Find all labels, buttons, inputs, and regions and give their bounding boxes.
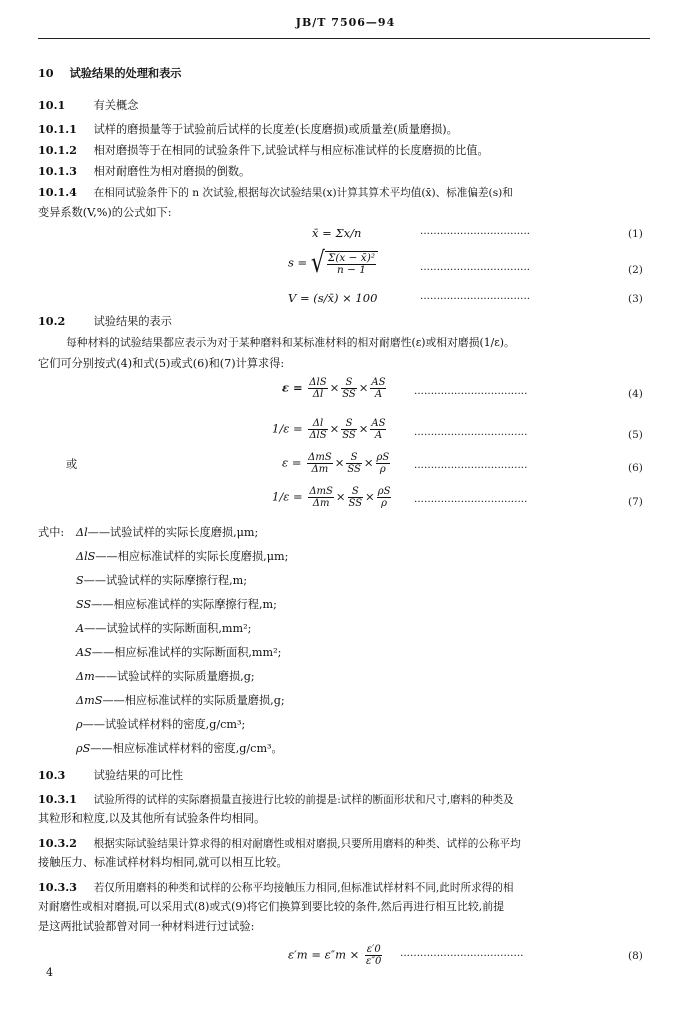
eq4-lhs: ε = — [282, 380, 303, 395]
clause-number: 10.1.3 — [38, 164, 77, 178]
where-item-1 — [76, 550, 288, 564]
equation-4-number: (4) — [628, 388, 643, 400]
section-number: 10.3 — [38, 768, 66, 782]
equation-6: ε = $\frac{\text{ΔmS}}{\Delta m}$ × $\frac{S}{SS}$ × $\frac{\rho S}{\rho}$ — [282, 452, 390, 475]
equation-5: 1/ε = $\frac{\Delta l}{\text{ΔlS}}$ × $\frac{S}{SS}$ × $\frac{AS}{A}$ — [272, 418, 386, 441]
where-item-0 — [76, 526, 258, 540]
where-item-3 — [76, 598, 277, 612]
definition: ——相应标准试样材料的密度,g/cm³。 — [90, 742, 283, 755]
clause-10-3-3-line1 — [38, 880, 513, 895]
eq6-f1-den: Δm — [311, 464, 329, 475]
definition: ——相应标准试样的实际长度磨损,μm; — [95, 550, 289, 563]
clause-text: 相对磨损等于在相同的试验条件下,试验试样与相应标准试样的长度磨损的比值。 — [93, 144, 489, 157]
clause-text: 根据实际试验结果计算求得的相对耐磨性或相对磨损,只要所用磨料的种类、试样的公称平均 — [93, 838, 521, 850]
symbol: ΔmS — [76, 694, 103, 707]
symbol: A — [76, 622, 85, 635]
eq5-f3-den: A — [374, 430, 383, 441]
equation-2-number: (2) — [628, 264, 643, 276]
section-title: 试验结果的表示 — [93, 315, 172, 328]
clause-number: 10.1.2 — [38, 143, 77, 157]
header-rule — [38, 38, 650, 39]
equation-3: V = (s/x̄) × 100 — [288, 291, 378, 305]
section-number: 10 — [38, 66, 54, 80]
equation-1-number: (1) — [628, 228, 643, 240]
para-10-2-line1: 每种材料的试验结果都应表示为对于某种磨料和某标准材料的相对耐磨性(ε)或相对磨损(1/ε)。 — [66, 336, 515, 349]
or-word: 或 — [66, 458, 78, 471]
definition: ——试验试样的实际质量磨损,g; — [94, 670, 255, 683]
eq8-lhs: ε′m = ε″m × — [288, 947, 360, 962]
where-item-6 — [76, 670, 255, 684]
clause-10-1-1 — [38, 122, 458, 137]
page-number: 4 — [46, 966, 53, 979]
where-item-4 — [76, 622, 251, 636]
eq8-den: ε″0 — [365, 956, 382, 967]
section-title: 试验结果的处理和表示 — [69, 66, 182, 80]
eq7-f2-num: S — [348, 486, 364, 498]
eq6-f2-den: SS — [347, 464, 361, 475]
equation-5-number: (5) — [628, 429, 643, 441]
eq7-f3-den: ρ — [381, 498, 387, 509]
eq4-f2-den: SS — [342, 389, 356, 400]
eq7-f1-num: ΔmS — [309, 486, 333, 497]
clause-10-3-3-line2: 对耐磨性或相对磨损,可以采用式(8)或式(9)将它们换算到要比较的条件,然后再进行相互比较,前提 — [38, 900, 504, 913]
symbol: ΔlS — [76, 550, 96, 563]
symbol: Δm — [76, 670, 95, 683]
definition: ——相应标准试样的实际质量磨损,g; — [102, 694, 285, 707]
eq6-f2-num: S — [346, 452, 362, 464]
eq5-lhs: 1/ε = — [272, 421, 303, 436]
where-item-2 — [76, 574, 247, 588]
section-title: 试验结果的可比性 — [93, 769, 184, 782]
eq4-f3-den: A — [374, 389, 383, 400]
definition: ——相应标准试样的实际摩擦行程,m; — [91, 598, 277, 611]
where-item-8 — [76, 718, 245, 732]
clause-text: 在相同试验条件下的 n 次试验,根据每次试验结果(x)计算其算术平均值(x̄)、标准偏差(s)和 — [93, 187, 513, 199]
clause-10-1-4-cont: 变异系数(V,%)的公式如下: — [38, 206, 172, 219]
section-10-1-heading — [38, 98, 138, 113]
eq6-f3-num: ρS — [376, 452, 390, 463]
equation-2-leader: ································· — [420, 264, 531, 276]
eq5-f2-num: S — [341, 418, 357, 430]
definition: ——试验试样的实际断面积,mm²; — [84, 622, 252, 635]
equation-1-leader: ································· — [420, 228, 531, 240]
eq5-f2-den: SS — [342, 430, 356, 441]
eq2-denominator: n − 1 — [337, 264, 366, 276]
equation-2 — [288, 247, 378, 280]
symbol: AS — [76, 646, 92, 659]
document-code-header: JB/T 7506—94 — [295, 16, 396, 29]
section-10-2-heading — [38, 314, 172, 329]
eq4-f1-num: ΔlS — [309, 377, 327, 388]
clause-10-3-1-line1 — [38, 792, 514, 807]
eq4-f2-num: S — [341, 377, 357, 389]
eq5-f1-num: Δl — [308, 418, 327, 430]
section-10-3-heading — [38, 768, 183, 783]
clause-number: 10.3.2 — [38, 836, 77, 850]
eq2-numerator: Σ(x − x̄)² — [327, 252, 376, 264]
where-item-9 — [76, 742, 283, 756]
eq7-lhs: 1/ε = — [272, 489, 303, 504]
eq2-lhs: s = — [288, 255, 308, 270]
equation-8 — [288, 944, 384, 967]
clause-text: 相对耐磨性为相对磨损的倒数。 — [93, 165, 251, 178]
eq5-f1-den: ΔlS — [309, 430, 327, 441]
eq6-f3-den: ρ — [379, 464, 386, 475]
sqrt-symbol: √ $\frac{\text{Σ(x − x̄)²}}{n - 1}$ — [311, 251, 378, 276]
eq8-num: ε′0 — [366, 944, 381, 955]
clause-number: 10.1.4 — [38, 185, 77, 199]
eq6-f1-num: ΔmS — [308, 452, 332, 463]
clause-10-1-3 — [38, 164, 250, 179]
eq7-f3-num: ρS — [377, 486, 391, 497]
symbol: ρS — [76, 742, 91, 755]
clause-text: 若仅所用磨料的种类和试样的公称平均接触压力相同,但标准试样材料不同,此时所求得的相 — [93, 882, 514, 894]
clause-text: 试验所得的试样的实际磨损量直接进行比较的前提是:试样的断面形状和尺寸,磨料的种类及 — [93, 794, 514, 806]
eq1-rhs: = Σx/n — [322, 226, 362, 240]
equation-6-leader: ·································· — [414, 462, 528, 474]
clause-text: 试样的磨损量等于试验前后试样的长度差(长度磨损)或质量差(质量磨损)。 — [93, 123, 458, 136]
section-number: 10.2 — [38, 314, 66, 328]
equation-7: 1/ε = $\frac{\text{ΔmS}}{\Delta m}$ × $\frac{S}{SS}$ × $\frac{\rho S}{\rho}$ — [272, 486, 391, 509]
definition: ——相应标准试样的实际断面积,mm²; — [91, 646, 282, 659]
clause-10-1-4 — [38, 185, 513, 200]
equation-6-number: (6) — [628, 462, 643, 474]
where-item-7 — [76, 694, 285, 708]
where-intro: 式中: — [38, 526, 65, 539]
clause-number: 10.3.3 — [38, 880, 77, 894]
clause-10-3-2-line1 — [38, 836, 521, 851]
symbol: Δl — [76, 526, 88, 539]
equation-8-leader: ····································· — [400, 950, 524, 962]
symbol: SS — [76, 598, 92, 611]
clause-10-3-1-line2: 其粒形和粒度,以及其他所有试验条件均相同。 — [38, 812, 266, 825]
eq4-f1-den: Δl — [312, 389, 324, 400]
where-item-5 — [76, 646, 281, 660]
equation-7-number: (7) — [628, 496, 643, 508]
equation-3-number: (3) — [628, 293, 643, 305]
eq5-f3-num: AS — [371, 418, 386, 429]
equation-4: ε = $\frac{\text{ΔlS}}{\Delta l}$ × $\frac{S}{SS}$ × $\frac{AS}{A}$ — [282, 377, 386, 400]
equation-5-leader: ·································· — [414, 429, 528, 441]
section-10-heading — [38, 66, 181, 81]
equation-7-leader: ·································· — [414, 496, 528, 508]
clause-number: 10.1.1 — [38, 122, 77, 136]
eq7-f1-den: Δm — [312, 498, 330, 509]
eq6-lhs: ε = — [282, 455, 302, 470]
equation-8-number: (8) — [628, 950, 643, 962]
clause-10-3-2-line2: 接触压力、标准试样材料均相同,就可以相互比较。 — [38, 856, 288, 869]
clause-10-3-3-line3: 是这两批试验都曾对同一种材料进行过试验: — [38, 920, 255, 933]
clause-10-1-2 — [38, 143, 489, 158]
eq1-lhs: x̄ — [312, 226, 319, 240]
equation-4-leader: ·································· — [414, 388, 528, 400]
symbol: S — [76, 574, 84, 587]
definition: ——试验试样的实际长度磨损,μm; — [87, 526, 259, 539]
equation-1 — [312, 226, 361, 240]
eq7-f2-den: SS — [348, 498, 363, 509]
clause-number: 10.3.1 — [38, 792, 77, 806]
equation-3-leader: ································· — [420, 293, 531, 305]
definition: ——试验试样材料的密度,g/cm³; — [82, 718, 246, 731]
definition: ——试验试样的实际摩擦行程,m; — [83, 574, 248, 587]
eq4-f3-num: AS — [371, 377, 386, 388]
para-10-2-line2: 它们可分别按式(4)和式(5)或式(6)和(7)计算求得: — [38, 357, 285, 370]
section-title: 有关概念 — [93, 99, 139, 112]
symbol: ρ — [76, 718, 83, 731]
section-number: 10.1 — [38, 98, 66, 112]
